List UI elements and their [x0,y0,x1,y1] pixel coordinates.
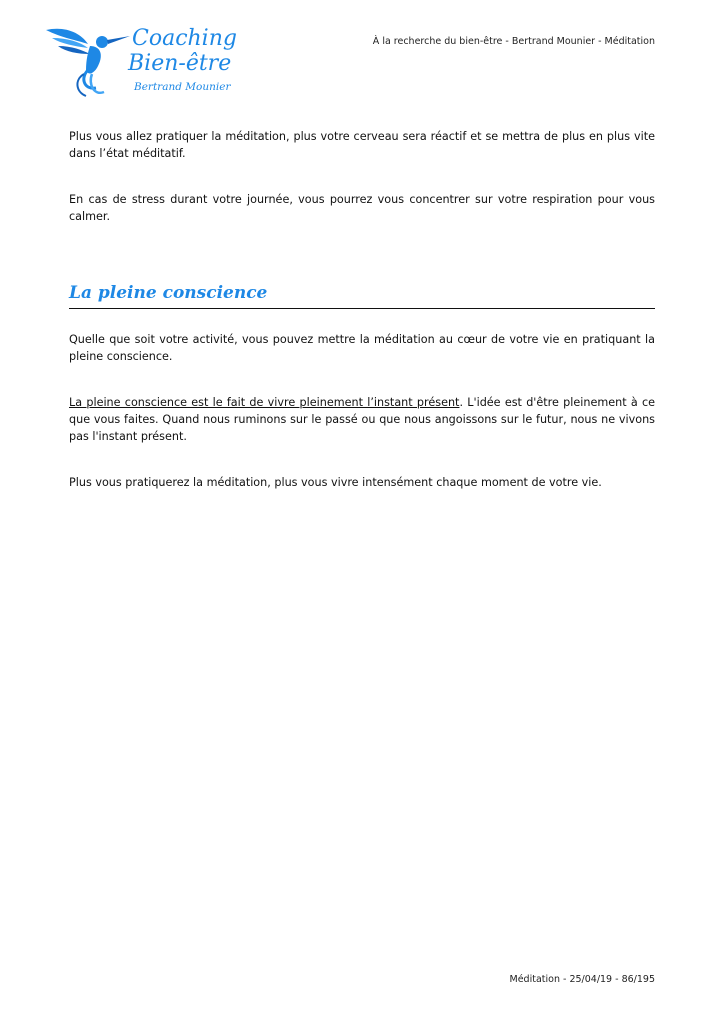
hummingbird-icon [44,24,132,102]
definition-underlined: La pleine conscience est le fait de vivre pleinement l’instant présent [69,396,460,409]
paragraph-4-rest: . L'idée est d'être pleinement à ce que vous faites. Quand nous ruminons sur le passé ou que nous angoissons sur le futur, nous ne vivons pas l'instant présent. [69,396,656,443]
paragraph-1: Plus vous allez pratiquer la méditation, plus votre cerveau sera réactif et se mettra de plus en plus vite dans l’état méditatif. [69,130,655,160]
running-header: À la recherche du bien-être - Bertrand Mounier - Méditation [372,36,655,47]
logo-title-line2: Bien-être [128,51,232,76]
paragraph-5: Plus vous pratiquerez la méditation, plus vous vivre intensément chaque moment de votre vie. [69,476,602,489]
page-content [69,128,655,491]
page-footer: Méditation - 25/04/19 - 86/195 [509,974,655,985]
paragraph-2: En cas de stress durant votre journée, vous pourrez vous concentrer sur votre respiration pour vous calmer. [69,193,655,223]
paragraph-4 [69,394,655,445]
paragraph-3: Quelle que soit votre activité, vous pouvez mettre la méditation au cœur de votre vie en pratiquant la pleine conscience. [69,333,655,363]
logo-author: Bertrand Mounier [134,81,231,93]
section-heading: La pleine conscience [69,283,655,309]
logo [44,24,244,104]
logo-title-line1: Coaching [132,26,237,51]
